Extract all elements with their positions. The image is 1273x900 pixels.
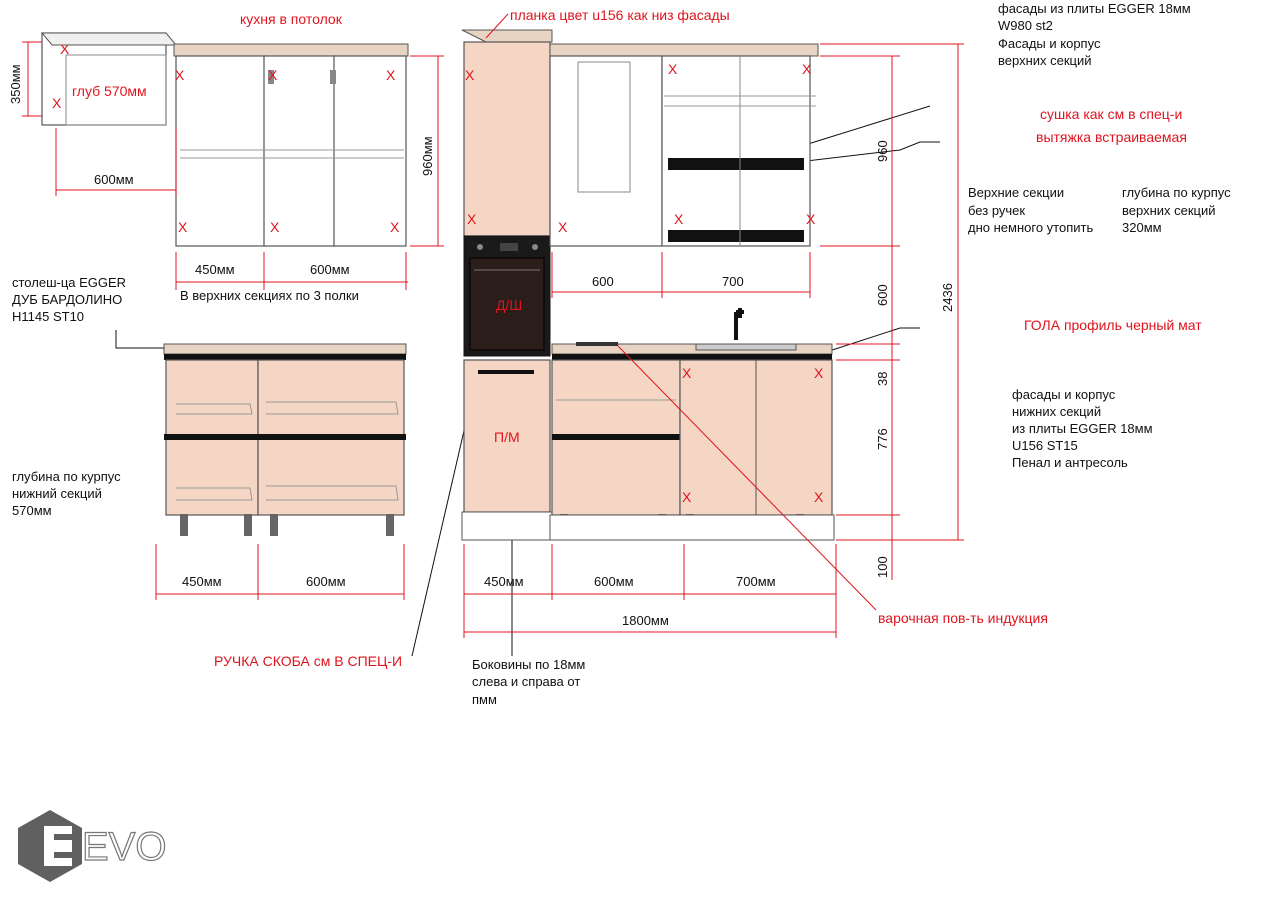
dim-38: 38 (875, 371, 890, 386)
dim-upper-r-700: 700 (722, 274, 744, 289)
note-upper-facade-1: фасады из плиты EGGER 18мм (998, 1, 1191, 16)
x-mark: X (52, 95, 62, 111)
dim-lower-450: 450мм (182, 574, 222, 589)
note-hood: вытяжка встраиваемая (1036, 129, 1187, 145)
dim-960-right: 960 (875, 140, 890, 162)
x-mark: X (806, 211, 816, 227)
left-upper-box (42, 33, 176, 125)
note-dryer: сушка как см в спец-и (1040, 106, 1183, 122)
logo-text: EVO (82, 825, 167, 869)
note-handle: РУЧКА СКОБА см В СПЕЦ-И (214, 653, 403, 669)
dim-350: 350мм (8, 64, 23, 104)
x-mark: X (674, 211, 684, 227)
note-sides-2: слева и справа от (472, 674, 581, 689)
left-lower-cabinets (164, 344, 406, 536)
x-mark: X (558, 219, 568, 235)
dim-upper-450: 450мм (195, 262, 235, 277)
x-mark: X (814, 489, 824, 505)
note-upper-nohandles-1: Верхние секции (968, 185, 1065, 200)
note-sides-1: Боковины по 18мм (472, 657, 586, 672)
x-mark: X (178, 219, 188, 235)
note-upper-facade-2: W980 st2 (998, 18, 1053, 33)
dim-total-1800: 1800мм (622, 613, 669, 628)
note-upper-nohandles-3: дно немного утопить (968, 220, 1094, 235)
note-upper-nohandles-2: без ручек (968, 203, 1026, 218)
note-gola: ГОЛА профиль черный мат (1024, 317, 1202, 333)
note-upper-depth-3: 320мм (1122, 220, 1162, 235)
note-lower-depth-1: глубина по курпус (12, 469, 121, 484)
note-induction: варочная пов-ть индукция (878, 610, 1048, 626)
dim-100: 100 (875, 556, 890, 578)
note-lower-facade-5: Пенал и антресоль (1012, 455, 1128, 470)
dim-776: 776 (875, 428, 890, 450)
note-worktop-1: столеш-ца EGGER (12, 275, 127, 290)
note-upper-depth-1: глубина по курпус (1122, 185, 1231, 200)
x-mark: X (386, 67, 396, 83)
x-mark: X (668, 61, 678, 77)
note-worktop-2: ДУБ БАРДОЛИНО (12, 292, 123, 307)
x-mark: X (814, 365, 824, 381)
note-lower-depth-3: 570мм (12, 503, 52, 518)
dim-960-left: 960мм (420, 136, 435, 176)
logo (18, 810, 166, 882)
right-upper-cabinets (550, 44, 818, 246)
x-mark: X (682, 489, 692, 505)
note-lower-facade-2: нижних секций (1012, 404, 1102, 419)
right-lower-cabinets (550, 308, 834, 540)
note-shelves: В верхних секциях по 3 полки (180, 288, 359, 303)
note-plank: планка цвет u156 как низ фасады (510, 7, 730, 23)
note-upper-facade-4: верхних секций (998, 53, 1092, 68)
note-lower-facade-3: из плиты EGGER 18мм (1012, 421, 1153, 436)
oven-label: Д/Ш (496, 297, 523, 313)
x-mark: X (467, 211, 477, 227)
dim-lower-600: 600мм (306, 574, 346, 589)
dim-upper-600: 600мм (310, 262, 350, 277)
x-mark: X (268, 67, 278, 83)
dim-bottom-700: 700мм (736, 574, 776, 589)
note-lower-depth-2: нижний секций (12, 486, 102, 501)
x-mark: X (390, 219, 400, 235)
note-worktop-3: H1145 ST10 (12, 309, 85, 324)
x-mark: X (270, 219, 280, 235)
note-lower-facade-4: U156 ST15 (1012, 438, 1078, 453)
note-lower-facade-1: фасады и корпус (1012, 387, 1116, 402)
dim-bottom-450: 450мм (484, 574, 524, 589)
left-lower-dimensions (156, 544, 404, 600)
x-mark: X (465, 67, 475, 83)
x-mark: X (60, 41, 70, 57)
dim-600-box: 600мм (94, 172, 134, 187)
dim-2436: 2436 (940, 283, 955, 312)
x-mark: X (802, 61, 812, 77)
note-upper-depth-2: верхних секций (1122, 203, 1216, 218)
tall-column (462, 30, 554, 540)
x-mark: X (175, 67, 185, 83)
microwave-label: П/М (494, 429, 520, 445)
left-upper-cabinets (174, 44, 408, 246)
dim-600-right: 600 (875, 284, 890, 306)
x-mark: X (682, 365, 692, 381)
note-upper-facade-3: Фасады и корпус (998, 36, 1101, 51)
dim-bottom-600: 600мм (594, 574, 634, 589)
depth-box-label: глуб 570мм (72, 83, 147, 99)
note-sides-3: пмм (472, 692, 497, 707)
note-ceiling: кухня в потолок (240, 11, 342, 27)
dim-upper-r-600: 600 (592, 274, 614, 289)
